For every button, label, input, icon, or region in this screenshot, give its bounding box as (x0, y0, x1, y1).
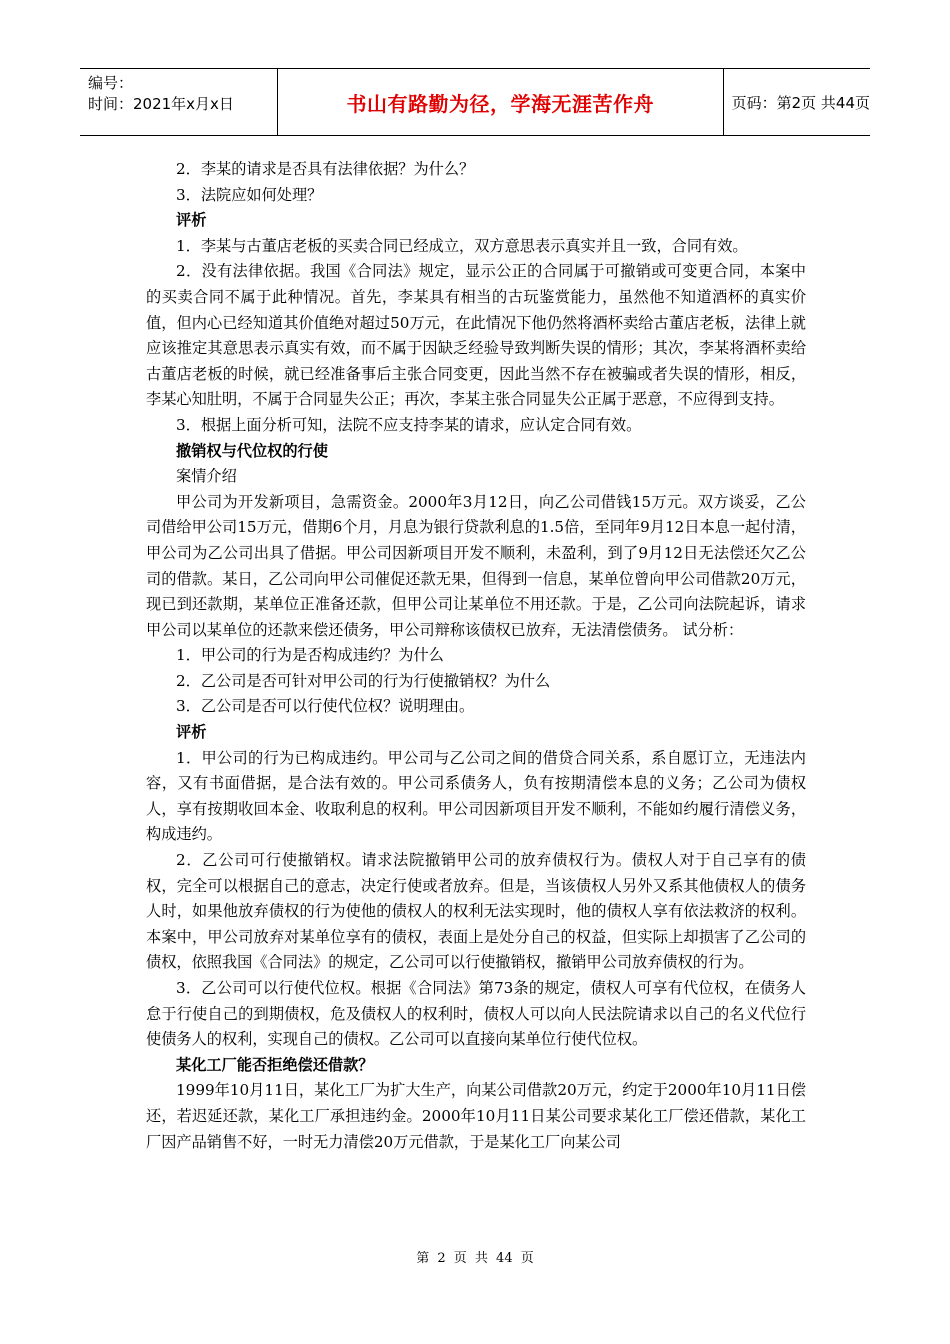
question-2: 2．李某的请求是否具有法律依据？为什么？ (176, 160, 475, 178)
document-number-label: 编号： (88, 74, 134, 92)
analysis-point-1: 1．李某与古董店老板的买卖合同已经成立，双方意思表示真实并且一致，合同有效。 (176, 236, 748, 255)
chemical-plant-case: 1999年10月11日，某化工厂为扩大生产，向某公司借款20万元，约定于2000年10月11日偿还，若迟延还款，某化工厂承担违约金。2000年10月11日某公司要求某化工厂偿还借款，某化工厂因产品销售不好，一时无力清偿20万元借款，于是某化工厂向某公司 (146, 1081, 806, 1151)
case-question-1: 1．甲公司的行为是否构成违约？为什么 (176, 646, 444, 665)
document-body (146, 157, 806, 1155)
case-question-2: 2．乙公司是否可针对甲公司的行为行使撤销权？为什么 (176, 671, 551, 690)
question-3: 3．法院应如何处理？ (176, 185, 323, 204)
header-meta (80, 69, 277, 135)
analysis-point-3: 3．根据上面分析可知，法院不应支持李某的请求，应认定合同有效。 (176, 415, 642, 434)
analysis-point-2: 2．没有法律依据。我国《合同法》规定，显示公正的合同属于可撤销或可变更合同，本案中的买卖合同不属于此种情况。首先，李某具有相当的古玩鉴赏能力，虽然他不知道酒杯的真实价值，但内心已经知道其价值绝对超过50万元，在此情况下他仍然将酒杯卖给古董店老板，法律上就应该推定其意思表示真实有效，而不属于因缺乏经验导致判断失误的情形；其次，李某将酒杯卖给古董店老板的时候，就已经准备事后主张合同变更，因此当然不存在被骗或者失误的情形，相反，李某心知肚明，不属于合同显失公正；再次，李某主张合同显失公正属于恶意，不应得到支持。 (146, 262, 806, 409)
document-date-label: 时间：2021年x月x日 (88, 95, 234, 113)
page-header (80, 68, 870, 136)
case-analysis-1: 1．甲公司的行为已构成违约。甲公司与乙公司之间的借贷合同关系，系自愿订立，无违法内容，又有书面借据，是合法有效的。甲公司系债务人，负有按期清偿本息的义务；乙公司为债权人，享有按期收回本金、收取利息的权利。甲公司因新项目开发不顺利，不能如约履行清偿义务，构成违约。 (146, 748, 806, 844)
header-page-indicator: 页码：第2页 共44页 (731, 93, 870, 112)
analysis-heading: 评析 (176, 211, 207, 230)
header-motto: 书山有路勤为径，学海无涯苦作舟 (346, 91, 654, 116)
case-analysis-heading: 评析 (176, 723, 207, 742)
section-heading-revocation-subrogation: 撤销权与代位权的行使 (176, 441, 328, 460)
case-question-3: 3．乙公司是否可以行使代位权？说明理由。 (176, 697, 475, 716)
header-motto-cell (277, 69, 724, 135)
page-footer: 第 2 页 共 44 页 (416, 1251, 534, 1266)
case-analysis-2: 2．乙公司可行使撤销权。请求法院撤销甲公司的放弃债权行为。债权人对于自己享有的债权，完全可以根据自己的意志，决定行使或者放弃。但是，当该债权人另外又系其他债权人的债务人时，如果他放弃债权的行为使他的债权人的权利无法实现时，他的债权人享有依法救济的权利。本案中，甲公司放弃对某单位享有的债权，表面上是处分自己的权益，但实际上却损害了乙公司的债权，依照我国《合同法》的规定，乙公司可以行使撤销权，撤销甲公司放弃债权的行为。 (146, 851, 806, 972)
case-intro-label: 案情介绍 (176, 467, 237, 486)
case-analysis-3: 3．乙公司可以行使代位权。根据《合同法》第73条的规定，债权人可享有代位权，在债务人怠于行使自己的到期债权，危及债权人的权利时，债权人可以向人民法院请求以自己的名义代位行使债务人的权利，实现自己的债权。乙公司可以直接向某单位行使代位权。 (146, 979, 806, 1049)
section-heading-chemical-plant: 某化工厂能否拒绝偿还借款？ (176, 1055, 374, 1074)
case-description: 甲公司为开发新项目，急需资金。2000年3月12日，向乙公司借钱15万元。双方谈妥，乙公司借给甲公司15万元，借期6个月，月息为银行贷款利息的1.5倍，至同年9月12日本息一起付清，甲公司为乙公司出具了借据。甲公司因新项目开发不顺利，未盈利，到了9月12日无法偿还欠乙公司的借款。某日，乙公司向甲公司催促还款无果，但得到一信息，某单位曾向甲公司借款20万元，现已到还款期，某单位正准备还款，但甲公司让某单位不用还款。于是，乙公司向法院起诉，请求甲公司以某单位的还款来偿还债务，甲公司辩称该债权已放弃，无法清偿债务。 试分析： (146, 492, 806, 639)
